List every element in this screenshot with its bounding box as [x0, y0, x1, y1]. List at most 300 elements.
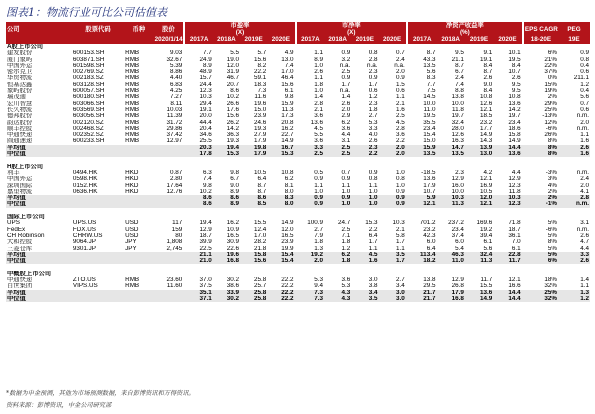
- table-cell: 17.9: [436, 290, 464, 296]
- table-cell: 19.5: [423, 113, 436, 120]
- table-cell: 22.2: [267, 290, 294, 296]
- table-cell: 19%: [544, 88, 557, 95]
- table-cell: 19.2: [297, 252, 324, 258]
- table-cell: 1.0: [368, 188, 378, 195]
- table-cell: 9064.JP: [72, 239, 96, 246]
- table-cell: 13.0: [465, 151, 493, 157]
- table-cell: 1.0: [351, 201, 378, 207]
- table-cell: 16.5: [281, 232, 294, 239]
- table-cell: 2.3: [368, 69, 378, 76]
- table-cell: 22.2: [267, 296, 294, 302]
- table-cell: 3.6: [341, 125, 351, 132]
- table-cell: 0.9: [324, 195, 351, 201]
- table-cell: 0.87: [169, 169, 183, 176]
- table-cell: 8.5: [240, 201, 267, 207]
- table-cell: 顺丰控股: [7, 125, 33, 132]
- table-cell: 19.4: [213, 145, 240, 151]
- table-cell: 42.3: [423, 232, 436, 239]
- table-cell: 1.0: [396, 169, 405, 176]
- table-cell: 4.2: [483, 169, 493, 176]
- table-cell: 6.4: [257, 176, 267, 183]
- table-cell: 2%: [547, 94, 557, 101]
- table-cell: 5%: [547, 245, 557, 252]
- table-cell: 中位值: [6, 151, 72, 157]
- table-cell: 23.60: [166, 276, 183, 283]
- table-cell: 6.0: [426, 239, 436, 246]
- table-cell: 14.9: [281, 138, 294, 145]
- table-cell: 平均值: [6, 252, 72, 258]
- table-cell: 1.6: [351, 258, 378, 264]
- table-cell: USD: [125, 226, 139, 233]
- table-cell: 16.8: [436, 296, 464, 302]
- header-roe-year: 2019E: [465, 36, 493, 44]
- table-cell: 1.2: [341, 245, 351, 252]
- table-cell: 20.7: [226, 81, 239, 88]
- table-cell: 21.7: [408, 290, 436, 296]
- table-cell: 2.6: [368, 138, 378, 145]
- table-cell: 2.6: [314, 69, 324, 76]
- table-cell: 100.9: [307, 220, 324, 227]
- table-cell: 17.64: [166, 182, 183, 189]
- table-cell: 16.7: [267, 145, 294, 151]
- table-cell: 44.4: [199, 119, 212, 126]
- table-cell: 600057.SH: [72, 88, 105, 95]
- table-cell: 36.1: [508, 232, 521, 239]
- header-code: 股票代码: [72, 22, 124, 36]
- table-cell: 17.0: [281, 69, 294, 76]
- table-cell: 10.8: [508, 94, 521, 101]
- table-cell: 8.3: [426, 75, 436, 82]
- table-cell: 4%: [547, 182, 557, 189]
- table-cell: 9.0: [230, 182, 239, 189]
- table-cell: 7.5: [426, 88, 436, 95]
- table-cell: 9.5: [511, 88, 521, 95]
- table-cell: 26.8: [451, 283, 464, 290]
- table-cell: 2.3: [368, 100, 378, 107]
- table-cell: 5.6: [580, 94, 589, 101]
- table-cell: 4.3: [324, 290, 351, 296]
- table-cell: 0.4: [580, 88, 589, 95]
- table-cell: 29.5: [423, 283, 436, 290]
- table-cell: 13.5: [423, 62, 436, 69]
- table-cell: 17.0: [253, 232, 267, 239]
- table-cell: 12.0: [465, 195, 493, 201]
- header-cagr-years: 18-20E: [524, 36, 558, 44]
- table-cell: 18.6: [508, 125, 521, 132]
- table-cell: 3.6: [396, 132, 405, 139]
- table-cell: 12.3: [199, 88, 212, 95]
- table-cell: USD: [125, 232, 139, 239]
- table-cell: 17.6: [226, 106, 239, 113]
- table-cell: 6.83: [169, 81, 183, 88]
- table-cell: 8%: [524, 151, 558, 157]
- table-cell: 2.1: [396, 100, 405, 107]
- table-cell: 27.9: [253, 132, 267, 139]
- table-cell: HKD: [125, 188, 139, 195]
- table-cell: 0.9: [580, 50, 589, 57]
- table-cell: 10.5: [479, 188, 493, 195]
- table-cell: 15.4: [423, 132, 436, 139]
- table-cell: 6.2: [284, 176, 294, 183]
- table-cell: 7.7: [426, 81, 436, 88]
- table-cell: 6%: [524, 258, 558, 264]
- table-cell: 3.1: [580, 220, 589, 227]
- table-cell: 百世集团: [7, 283, 33, 290]
- table-cell: 16.6: [508, 283, 521, 290]
- table-cell: 7.7: [202, 50, 212, 57]
- header-pb-group: 市净率 (X): [297, 22, 406, 36]
- table-cell: 13.6: [508, 100, 521, 107]
- table-cell: 19.1: [199, 106, 212, 113]
- table-cell: 22.6: [226, 245, 239, 252]
- table-body: [6, 44, 590, 302]
- table-cell: 平均值: [6, 290, 72, 296]
- table-cell: RMB: [125, 138, 140, 145]
- table-cell: 601598.SH: [72, 62, 105, 69]
- table-cell: 16.2: [281, 125, 294, 132]
- table-cell: 4.9: [284, 50, 294, 57]
- table-cell: 3.5: [379, 252, 406, 258]
- table-cell: 10.8: [281, 169, 294, 176]
- table-cell: 17.7: [479, 125, 493, 132]
- valuation-table: [6, 22, 590, 302]
- table-cell: RMB: [125, 276, 140, 283]
- table-cell: 48.9: [199, 69, 212, 76]
- section-label: H股上市公司: [7, 163, 44, 170]
- table-cell: 华贸物流: [7, 75, 33, 82]
- table-cell: 1.0: [351, 195, 378, 201]
- table-cell: 0.8: [396, 176, 405, 183]
- table-cell: 1.5: [396, 81, 405, 88]
- table-cell: 28.2: [253, 239, 267, 246]
- table-cell: 0494.HK: [72, 169, 98, 176]
- table-cell: n.a.: [339, 62, 351, 69]
- table-cell: RMB: [125, 81, 140, 88]
- table-cell: 2.6: [341, 100, 351, 107]
- table-cell: 11.3: [281, 106, 294, 113]
- table-cell: 2.0: [297, 258, 324, 264]
- table-cell: 12.1: [479, 106, 493, 113]
- table-cell: 4.40: [169, 75, 183, 82]
- table-cell: 5.6: [426, 69, 436, 76]
- table-cell: 1.4: [580, 276, 589, 283]
- table-cell: 大和控股: [7, 239, 33, 246]
- table-cell: 8.7: [483, 69, 493, 76]
- table-cell: 3%: [547, 176, 557, 183]
- table-cell: 2.0: [396, 69, 405, 76]
- table-cell: 31.72: [166, 119, 183, 126]
- table-cell: 9.5: [455, 50, 464, 57]
- table-cell: RMB: [125, 125, 140, 132]
- table-cell: 6.4: [426, 245, 436, 252]
- table-cell: 0.9: [297, 201, 324, 207]
- table-cell: 12.6: [479, 100, 493, 107]
- table-cell: 24.9: [199, 56, 212, 63]
- table-cell: 3.0: [379, 296, 406, 302]
- table-cell: 002468.SZ: [72, 125, 104, 132]
- table-cell: 0.7: [580, 100, 589, 107]
- table-cell: 19.7: [451, 113, 464, 120]
- table-cell: FDX.US: [72, 226, 96, 233]
- table-cell: 8.8: [455, 88, 464, 95]
- table-cell: 18.7: [508, 226, 521, 233]
- table-cell: 19.4: [199, 220, 212, 227]
- table-cell: 2.9: [341, 113, 351, 120]
- table-cell: 7.4: [284, 62, 294, 69]
- table-cell: 0.5: [314, 169, 324, 176]
- table-cell: 5.3: [341, 283, 351, 290]
- table-cell: ZTO.US: [72, 276, 96, 283]
- table-cell: 14.9: [281, 220, 294, 227]
- table-cell: 13.6: [465, 290, 493, 296]
- table-cell: 2.4: [455, 75, 464, 82]
- table-cell: 3.8: [368, 283, 378, 290]
- table-cell: 圆通速递: [7, 138, 33, 145]
- table-cell: 16.8: [213, 258, 240, 264]
- table-cell: 21%: [544, 56, 557, 63]
- table-cell: 6.1: [284, 88, 294, 95]
- table-cell: 8.0: [267, 201, 294, 207]
- table-cell: 3.4: [396, 283, 405, 290]
- header-peg: PEG: [558, 22, 590, 36]
- table-cell: 36.3: [226, 132, 239, 139]
- table-cell: 8.2: [257, 62, 267, 69]
- table-cell: 13.6: [493, 151, 521, 157]
- table-cell: 12.9: [451, 176, 464, 183]
- section-label: 国际上市公司: [7, 214, 45, 221]
- table-cell: 603066.SH: [72, 100, 105, 107]
- table-cell: 8.7: [455, 62, 464, 69]
- table-cell: 20.4: [199, 125, 212, 132]
- table-cell: 1.1: [580, 132, 589, 139]
- table-cell: 15.3: [365, 220, 378, 227]
- table-cell: 2.6: [558, 145, 590, 151]
- table-cell: 1.8: [324, 258, 351, 264]
- table-cell: 25.8: [240, 296, 267, 302]
- table-cell: 15.6: [253, 56, 267, 63]
- table-cell: 1.1: [341, 182, 351, 189]
- table-cell: 211.1: [573, 75, 589, 82]
- table-cell: 3.2: [341, 56, 351, 63]
- table-cell: 德邦股份: [7, 113, 33, 120]
- header-pb-year: 2019E: [351, 36, 378, 44]
- table-cell: 9.8: [230, 169, 239, 176]
- header-pb-year: 2020E: [379, 36, 406, 44]
- table-cell: 25.8: [253, 276, 267, 283]
- table-cell: 中通快递: [7, 276, 33, 283]
- table-cell: 12.1: [479, 176, 493, 183]
- table-cell: 8.11: [170, 100, 183, 107]
- table-cell: 5%: [547, 220, 557, 227]
- table-cell: 159: [171, 226, 183, 233]
- table-cell: 5.3: [314, 276, 324, 283]
- header-price: 股价: [154, 22, 184, 36]
- header-roe-group: 净资产收益率 (%): [408, 22, 522, 36]
- table-cell: 600233.SH: [72, 138, 105, 145]
- table-cell: 32.4: [465, 252, 493, 258]
- table-cell: 5.5: [314, 132, 324, 139]
- table-cell: -6%: [545, 125, 557, 132]
- table-cell: 0.6: [368, 88, 378, 95]
- table-cell: 11.0: [436, 258, 464, 264]
- table-cell: 1.6: [396, 106, 405, 113]
- table-cell: 19.7: [508, 113, 521, 120]
- table-cell: 19.0: [226, 56, 239, 63]
- table-cell: 2.3: [455, 169, 464, 176]
- table-cell: 22.5: [199, 245, 212, 252]
- table-cell: JPY: [125, 245, 137, 252]
- table-cell: 1.7: [396, 239, 405, 246]
- table-cell: 19.6: [213, 252, 240, 258]
- table-cell: 6%: [547, 50, 557, 57]
- table-cell: 0.6: [396, 88, 405, 95]
- table-cell: n.m.: [576, 169, 589, 176]
- table-cell: 2.5: [324, 151, 351, 157]
- table-cell: 6.7: [230, 176, 239, 183]
- table-cell: 19.6: [253, 100, 267, 107]
- table-cell: 16.5: [226, 232, 239, 239]
- table-cell: 23.9: [281, 239, 294, 246]
- table-cell: 9.1: [483, 50, 493, 57]
- table-cell: 2.8: [368, 56, 378, 63]
- header-roe-year: 2017A: [408, 36, 436, 44]
- table-cell: RMB: [125, 62, 140, 69]
- table-cell: 15%: [544, 81, 557, 88]
- table-cell: 密尔克卫: [7, 69, 33, 76]
- section-label: 中概股上市公司: [7, 270, 52, 277]
- table-cell: 14.4: [493, 290, 521, 296]
- table-cell: 1.3: [314, 245, 324, 252]
- table-cell: 2.6: [580, 232, 589, 239]
- table-cell: 0.7: [341, 169, 351, 176]
- table-cell: 1.1: [368, 182, 378, 189]
- table-cell: 29.86: [166, 125, 183, 132]
- header-company: 公司: [6, 22, 72, 36]
- table-cell: 8.9: [213, 201, 240, 207]
- table-cell: 13.5: [408, 151, 436, 157]
- table-cell: RMB: [125, 88, 140, 95]
- table-cell: 12%: [544, 119, 557, 126]
- table-cell: 0.9: [379, 201, 406, 207]
- table-cell: 8%: [547, 138, 557, 145]
- table-cell: 9.03: [169, 50, 183, 57]
- table-cell: 39.4: [479, 232, 493, 239]
- table-cell: 0.7: [396, 50, 405, 57]
- table-cell: 厦门象屿: [7, 56, 33, 63]
- table-cell: 2.5: [341, 226, 351, 233]
- table-cell: 43.3: [423, 56, 436, 63]
- table-cell: 8.4: [483, 88, 493, 95]
- table-cell: 14.4: [493, 296, 521, 302]
- table-cell: 16.0: [451, 182, 464, 189]
- table-cell: 13.0: [281, 56, 294, 63]
- table-cell: 17.3: [281, 113, 294, 120]
- table-cell: RMB: [125, 283, 140, 290]
- figure-title: 图表1：物流行业可比公司估值表: [6, 6, 167, 19]
- table-cell: 2.2: [351, 151, 378, 157]
- table-cell: 象屿股份: [7, 88, 33, 95]
- table-cell: 1.2: [368, 94, 378, 101]
- table-cell: 59.1: [253, 75, 267, 82]
- table-cell: 22.7: [281, 132, 294, 139]
- table-cell: -3%: [545, 169, 557, 176]
- table-cell: 6.1: [483, 239, 493, 246]
- table-cell: 1.1: [314, 182, 324, 189]
- table-cell: 0636.HK: [72, 188, 98, 195]
- table-cell: 5.7: [257, 50, 267, 57]
- table-cell: 8.6: [213, 195, 240, 201]
- table-cell: 6.0: [455, 239, 464, 246]
- table-cell: 10.7: [508, 69, 521, 76]
- table-cell: 4.25: [169, 88, 183, 95]
- table-cell: 1.0: [314, 88, 324, 95]
- table-cell: 7.4: [202, 176, 212, 183]
- table-cell: 13.5: [436, 151, 464, 157]
- table-cell: 12.97: [166, 138, 183, 145]
- table-cell: 26%: [544, 132, 557, 139]
- table-cell: 10.0: [423, 100, 436, 107]
- table-cell: 24.4: [199, 81, 212, 88]
- table-cell: 2,745: [166, 245, 183, 252]
- table-cell: 23.4: [451, 226, 464, 233]
- table-cell: 15.5: [479, 283, 493, 290]
- table-cell: 0.9: [368, 75, 378, 82]
- table-cell: 1.8: [314, 239, 324, 246]
- table-cell: 3.3: [368, 125, 378, 132]
- table-cell: 2%: [524, 195, 558, 201]
- table-cell: 0%: [547, 75, 557, 82]
- table-cell: 169.6: [476, 220, 493, 227]
- table-cell: 2.8: [396, 125, 405, 132]
- table-cell: 0598.HK: [72, 176, 98, 183]
- median-row: [6, 296, 590, 302]
- header-roe-year: 2018A: [436, 36, 464, 44]
- header-pb-year: 2017A: [297, 36, 324, 44]
- table-cell: 3.3: [297, 145, 324, 151]
- table-cell: 18.5: [479, 113, 493, 120]
- table-cell: 8.9: [202, 62, 212, 69]
- table-cell: 2.7: [314, 226, 324, 233]
- table-cell: 46.4: [281, 75, 294, 82]
- table-cell: 19.8: [240, 145, 267, 151]
- table-cell: 0.9: [341, 176, 351, 183]
- table-cell: 19.9: [281, 245, 294, 252]
- table-cell: USD: [125, 220, 139, 227]
- table-cell: 21.1: [185, 252, 212, 258]
- table-cell: 1.8: [368, 106, 378, 113]
- table-cell: 11.7: [493, 258, 521, 264]
- header-date: 2020/1/14: [154, 36, 183, 43]
- table-cell: 8.6: [240, 195, 267, 201]
- table-cell: 平均值: [6, 145, 72, 151]
- table-cell: 4.0: [368, 132, 378, 139]
- table-cell: 8.4: [483, 62, 493, 69]
- table-cell: 5.4: [455, 245, 464, 252]
- table-cell: 2.5: [341, 69, 351, 76]
- table-cell: 8.7: [257, 182, 267, 189]
- table-cell: 0.9: [396, 75, 405, 82]
- table-cell: 35.5: [423, 119, 436, 126]
- table-cell: 3.3: [558, 252, 590, 258]
- table-cell: 5.9: [408, 195, 436, 201]
- table-cell: 4.4: [511, 169, 521, 176]
- header-pe-year: 2019E: [240, 36, 267, 44]
- table-cell: 18.7: [199, 232, 212, 239]
- table-cell: 2.7: [396, 276, 405, 283]
- table-cell: 6.1: [511, 245, 521, 252]
- table-cell: 0152.HK: [72, 182, 98, 189]
- table-cell: 32.67: [166, 56, 183, 63]
